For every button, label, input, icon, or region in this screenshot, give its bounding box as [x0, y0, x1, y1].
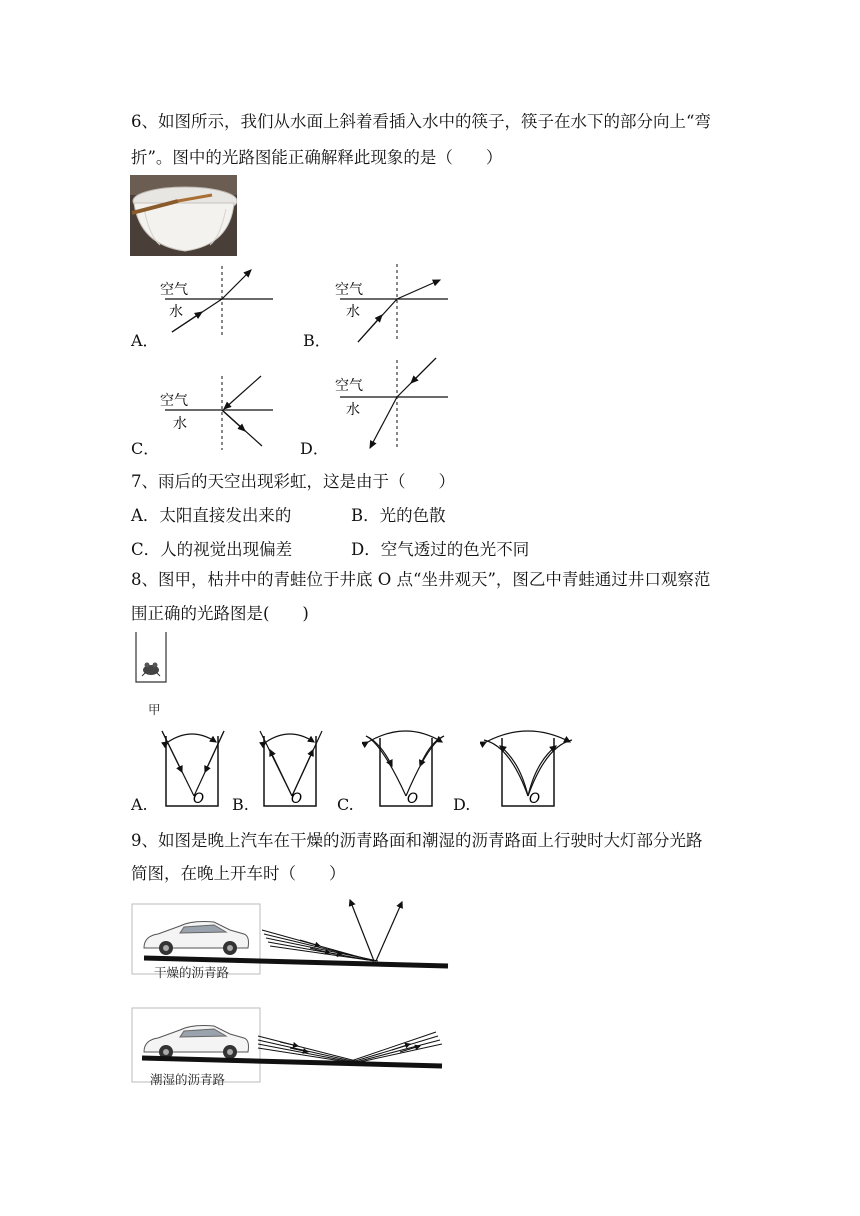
q6-stem-line2: 折”。图中的光路图能正确解释此现象的是（ ）	[131, 148, 503, 167]
air-label-a: 空气	[160, 282, 188, 298]
caption-wet-road: 潮湿的沥青路	[150, 1072, 226, 1087]
q7-option-d: D．空气透过的色光不同	[351, 540, 530, 559]
q8-stem-line2: 围正确的光路图是( )	[131, 604, 309, 623]
q9-stem-line2: 简图，在晚上开车时（ ）	[131, 864, 346, 883]
q8-option-d-label: D.	[453, 795, 471, 814]
q8-option-a-label: A.	[131, 795, 148, 814]
q6-diagram-a	[155, 262, 280, 340]
q6-option-b-label: B．	[303, 331, 331, 350]
air-label-c: 空气	[160, 393, 188, 409]
q8-stem-line1: 8、图甲，枯井中的青蛙位于井底 O 点“坐井观天”，图乙中青蛙通过井口观察范	[131, 570, 711, 589]
q8-option-c-label: C.	[337, 795, 354, 814]
caption-dry-road: 干燥的沥青路	[154, 965, 230, 980]
q8-option-b-label: B.	[232, 795, 249, 814]
water-label-a: 水	[169, 304, 183, 320]
q6-option-c-label: C．	[131, 439, 160, 458]
point-o-a: O	[193, 791, 205, 807]
q6-diagram-c	[155, 372, 280, 452]
well-frog-figure	[134, 632, 170, 686]
point-o-d: O	[529, 791, 541, 807]
q6-stem-line1: 6、如图所示，我们从水面上斜着看插入水中的筷子，筷子在水下的部分向上“弯	[131, 112, 711, 131]
water-label-c: 水	[173, 416, 187, 432]
q7-option-a: A．太阳直接发出来的	[131, 506, 292, 525]
water-label-d: 水	[346, 402, 360, 418]
q8-diagram-c	[362, 724, 446, 810]
q6-diagram-d	[330, 356, 455, 452]
q6-option-a-label: A．	[131, 331, 159, 350]
q8-diagram-a	[160, 728, 230, 810]
caption-jia: 甲	[148, 702, 161, 717]
q6-diagram-b	[330, 262, 455, 344]
point-o-c: O	[407, 791, 419, 807]
air-label-d: 空气	[335, 378, 363, 394]
q7-stem: 7、雨后的天空出现彩虹，这是由于（ ）	[131, 472, 455, 491]
water-label-b: 水	[346, 304, 360, 320]
air-label-b: 空气	[335, 282, 363, 298]
chopstick-bowl-photo	[130, 175, 237, 256]
q8-diagram-d	[480, 724, 576, 810]
q7-option-b: B．光的色散	[351, 506, 446, 525]
q6-option-d-label: D．	[300, 439, 329, 458]
q9-stem-line1: 9、如图是晚上汽车在干燥的沥青路面和潮湿的沥青路面上行驶时大灯部分光路	[131, 831, 703, 850]
q8-diagram-b	[258, 728, 328, 810]
point-o-b: O	[291, 791, 303, 807]
q7-option-c: C．人的视觉出现偏差	[131, 540, 293, 559]
